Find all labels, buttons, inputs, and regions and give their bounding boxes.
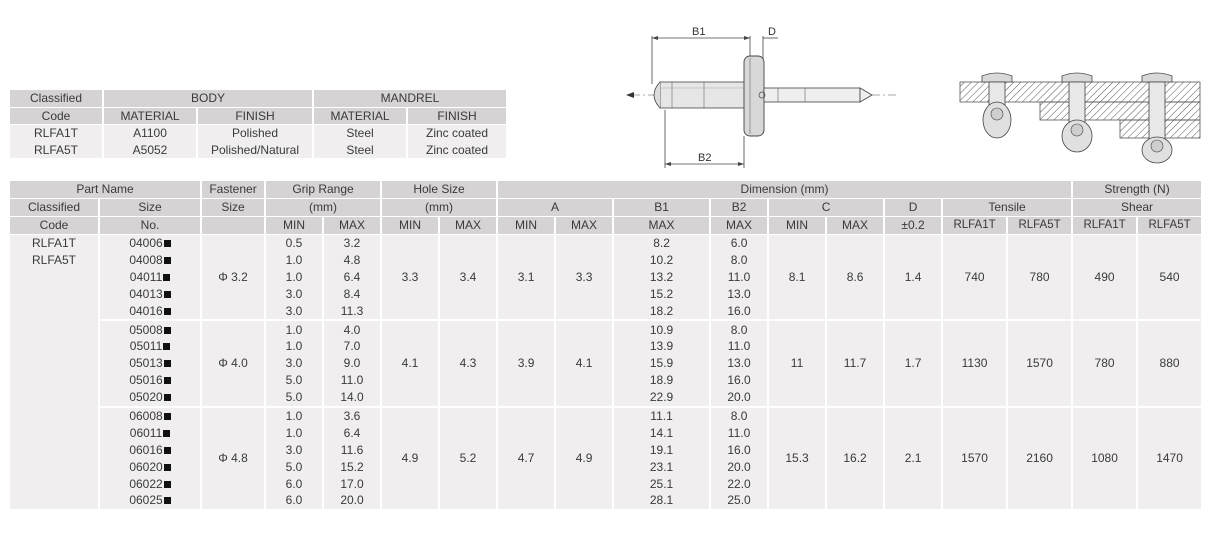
size-marker-icon bbox=[164, 308, 171, 315]
size-no: 05013 bbox=[129, 356, 163, 371]
b1-max: 19.1 bbox=[614, 441, 711, 458]
size-no-cell bbox=[100, 235, 202, 252]
size-no-cell bbox=[100, 338, 202, 355]
b2-label: B2 bbox=[698, 152, 712, 164]
grip-max: 20.0 bbox=[324, 492, 382, 509]
size-no-cell bbox=[100, 302, 202, 319]
size-no-cell bbox=[100, 372, 202, 389]
size-marker-icon bbox=[164, 377, 171, 384]
b1-max: 11.1 bbox=[614, 406, 711, 425]
fastener-header: Fastener bbox=[202, 181, 266, 199]
b2-max: 16.0 bbox=[711, 302, 769, 319]
grip-max: 11.0 bbox=[324, 372, 382, 389]
b2-max-header: MAX bbox=[711, 217, 769, 235]
a-header: A bbox=[498, 199, 614, 217]
tensile-rlfa5t: 1570 bbox=[1008, 319, 1073, 405]
size-no: 06008 bbox=[129, 409, 163, 424]
grip-min: 5.0 bbox=[266, 372, 324, 389]
size-marker-icon bbox=[164, 447, 171, 454]
code-header: Code bbox=[10, 217, 100, 235]
b1-max: 8.2 bbox=[614, 235, 711, 252]
classified-header: Classified bbox=[10, 90, 104, 108]
grip-max: 8.4 bbox=[324, 285, 382, 302]
c-max: 8.6 bbox=[827, 235, 885, 319]
body-header: BODY bbox=[104, 90, 314, 108]
spec-row bbox=[10, 125, 508, 142]
grip-min: 1.0 bbox=[266, 338, 324, 355]
shear-rlfa1t: 490 bbox=[1073, 235, 1138, 319]
a-max: 3.3 bbox=[556, 235, 614, 319]
size-header: Size bbox=[100, 199, 202, 217]
c-max-header: MAX bbox=[827, 217, 885, 235]
size-no: 06016 bbox=[129, 442, 163, 457]
a-min: 4.7 bbox=[498, 406, 556, 509]
grip-min: 6.0 bbox=[266, 475, 324, 492]
spec-mandrel-finish: Zinc coated bbox=[408, 125, 508, 142]
hole-max: 3.4 bbox=[440, 235, 498, 319]
tensile-rlfa5t: 2160 bbox=[1008, 406, 1073, 509]
shear-rlfa5t-header: RLFA5T bbox=[1138, 217, 1203, 235]
rivet-dimension-table bbox=[10, 181, 1203, 509]
dimension-table-body bbox=[10, 235, 1203, 509]
b1-max: 25.1 bbox=[614, 475, 711, 492]
hole-unit-header: (mm) bbox=[382, 199, 498, 217]
b1-max: 13.2 bbox=[614, 268, 711, 285]
grip-max: 6.4 bbox=[324, 268, 382, 285]
size-no-cell bbox=[100, 441, 202, 458]
a-max-header: MAX bbox=[556, 217, 614, 235]
grip-max: 11.3 bbox=[324, 302, 382, 319]
b1-label: B1 bbox=[692, 26, 706, 38]
spec-body-material: A5052 bbox=[104, 142, 198, 159]
tensile-rlfa1t: 740 bbox=[943, 235, 1008, 319]
classified-code-cell bbox=[10, 235, 100, 509]
table-row bbox=[10, 235, 1203, 252]
shear-header: Shear bbox=[1073, 199, 1203, 217]
b2-max: 11.0 bbox=[711, 424, 769, 441]
classified-header: Classified bbox=[10, 199, 100, 217]
b1-header: B1 bbox=[614, 199, 711, 217]
a-max: 4.9 bbox=[556, 406, 614, 509]
size-no: 05008 bbox=[129, 322, 163, 337]
c-min: 15.3 bbox=[769, 406, 827, 509]
shear-rlfa1t: 780 bbox=[1073, 319, 1138, 405]
size-marker-icon bbox=[163, 274, 170, 281]
mandrel-header: MANDREL bbox=[314, 90, 508, 108]
size-no: 05016 bbox=[129, 373, 163, 388]
b2-max: 16.0 bbox=[711, 372, 769, 389]
spec-body-material: A1100 bbox=[104, 125, 198, 142]
b2-max: 16.0 bbox=[711, 441, 769, 458]
grip-min: 3.0 bbox=[266, 302, 324, 319]
hole-min: 4.1 bbox=[382, 319, 440, 405]
grip-min: 3.0 bbox=[266, 285, 324, 302]
size-no: 06020 bbox=[129, 459, 163, 474]
a-min: 3.1 bbox=[498, 235, 556, 319]
grip-min: 1.0 bbox=[266, 406, 324, 425]
size-marker-icon bbox=[164, 327, 171, 334]
tensile-rlfa5t-header: RLFA5T bbox=[1008, 217, 1073, 235]
size-no: 04011 bbox=[129, 269, 163, 284]
fastener-size: Φ 3.2 bbox=[202, 235, 266, 319]
dimension-header: Dimension (mm) bbox=[498, 181, 1073, 199]
body-material-header: MATERIAL bbox=[104, 108, 198, 126]
grip-max: 4.8 bbox=[324, 252, 382, 269]
fastener-size: Φ 4.0 bbox=[202, 319, 266, 405]
b1-max: 28.1 bbox=[614, 492, 711, 509]
grip-min: 3.0 bbox=[266, 441, 324, 458]
size-no: 06011 bbox=[129, 425, 163, 440]
b1-max: 22.9 bbox=[614, 389, 711, 406]
b2-max: 13.0 bbox=[711, 285, 769, 302]
grip-max: 3.6 bbox=[324, 406, 382, 425]
spec-mandrel-finish: Zinc coated bbox=[408, 142, 508, 159]
no-header: No. bbox=[100, 217, 202, 235]
spec-code: RLFA5T bbox=[10, 142, 104, 159]
grip-min: 1.0 bbox=[266, 424, 324, 441]
grip-max-header: MAX bbox=[324, 217, 382, 235]
c-min: 8.1 bbox=[769, 235, 827, 319]
size-marker-icon bbox=[164, 464, 171, 471]
fastener-size-header: Size bbox=[202, 199, 266, 217]
size-marker-icon bbox=[164, 497, 171, 504]
c-min: 11 bbox=[769, 319, 827, 405]
tensile-rlfa1t: 1130 bbox=[943, 319, 1008, 405]
size-no-cell bbox=[100, 319, 202, 338]
c-max: 11.7 bbox=[827, 319, 885, 405]
size-no-cell bbox=[100, 458, 202, 475]
c-min-header: MIN bbox=[769, 217, 827, 235]
d-value: 2.1 bbox=[885, 406, 943, 509]
size-no-cell bbox=[100, 492, 202, 509]
grip-min: 1.0 bbox=[266, 319, 324, 338]
c-max: 16.2 bbox=[827, 406, 885, 509]
size-no-cell bbox=[100, 424, 202, 441]
size-no-cell bbox=[100, 389, 202, 406]
size-marker-icon bbox=[164, 481, 171, 488]
b2-max: 20.0 bbox=[711, 389, 769, 406]
size-marker-icon bbox=[163, 343, 170, 350]
c-header: C bbox=[769, 199, 885, 217]
fastener-blank-header bbox=[202, 217, 266, 235]
spec-mandrel-material: Steel bbox=[314, 125, 408, 142]
b1-max: 15.2 bbox=[614, 285, 711, 302]
b2-max: 13.0 bbox=[711, 355, 769, 372]
tensile-rlfa1t: 1570 bbox=[943, 406, 1008, 509]
size-no: 04016 bbox=[129, 303, 163, 318]
d-header: D bbox=[885, 199, 943, 217]
fastener-size: Φ 4.8 bbox=[202, 406, 266, 509]
grip-max: 15.2 bbox=[324, 458, 382, 475]
rivet-dimension-diagram bbox=[620, 22, 910, 172]
b1-max: 15.9 bbox=[614, 355, 711, 372]
hole-min: 4.9 bbox=[382, 406, 440, 509]
b2-max: 8.0 bbox=[711, 319, 769, 338]
mandrel-material-header: MATERIAL bbox=[314, 108, 408, 126]
b1-max: 18.9 bbox=[614, 372, 711, 389]
d-tolerance-header: ±0.2 bbox=[885, 217, 943, 235]
grip-min: 3.0 bbox=[266, 355, 324, 372]
size-no: 06025 bbox=[129, 493, 163, 508]
b1-max-header: MAX bbox=[614, 217, 711, 235]
b2-header: B2 bbox=[711, 199, 769, 217]
spec-row bbox=[10, 142, 508, 159]
body-finish-header: FINISH bbox=[198, 108, 314, 126]
size-no-cell bbox=[100, 252, 202, 269]
grip-max: 9.0 bbox=[324, 355, 382, 372]
size-no-cell bbox=[100, 475, 202, 492]
shear-rlfa1t-header: RLFA1T bbox=[1073, 217, 1138, 235]
grip-max: 3.2 bbox=[324, 235, 382, 252]
size-no-cell bbox=[100, 355, 202, 372]
spec-body-finish: Polished bbox=[198, 125, 314, 142]
grip-range-header: Grip Range bbox=[266, 181, 382, 199]
hole-size-header: Hole Size bbox=[382, 181, 498, 199]
shear-rlfa5t: 540 bbox=[1138, 235, 1203, 319]
grip-max: 7.0 bbox=[324, 338, 382, 355]
mandrel-finish-header: FINISH bbox=[408, 108, 508, 126]
a-min-header: MIN bbox=[498, 217, 556, 235]
grip-max: 4.0 bbox=[324, 319, 382, 338]
shear-rlfa5t: 1470 bbox=[1138, 406, 1203, 509]
tensile-rlfa1t-header: RLFA1T bbox=[943, 217, 1008, 235]
size-marker-icon bbox=[164, 360, 171, 367]
size-marker-icon bbox=[164, 257, 171, 264]
code-header: Code bbox=[10, 108, 104, 126]
grip-min: 6.0 bbox=[266, 492, 324, 509]
size-marker-icon bbox=[164, 394, 171, 401]
hole-max-header: MAX bbox=[440, 217, 498, 235]
d-value: 1.4 bbox=[885, 235, 943, 319]
size-marker-icon bbox=[164, 413, 171, 420]
b2-max: 8.0 bbox=[711, 252, 769, 269]
a-min: 3.9 bbox=[498, 319, 556, 405]
size-marker-icon bbox=[163, 430, 170, 437]
d-label: D bbox=[768, 26, 776, 38]
shear-rlfa5t: 880 bbox=[1138, 319, 1203, 405]
size-no: 04008 bbox=[129, 253, 163, 267]
b2-max: 25.0 bbox=[711, 492, 769, 509]
b2-max: 20.0 bbox=[711, 458, 769, 475]
a-max: 4.1 bbox=[556, 319, 614, 405]
size-no-cell bbox=[100, 406, 202, 425]
b1-max: 23.1 bbox=[614, 458, 711, 475]
size-no: 04006 bbox=[129, 236, 163, 251]
b1-max: 18.2 bbox=[614, 302, 711, 319]
grip-min: 1.0 bbox=[266, 268, 324, 285]
b2-max: 22.0 bbox=[711, 475, 769, 492]
material-spec-table bbox=[10, 90, 508, 158]
tensile-rlfa5t: 780 bbox=[1008, 235, 1073, 319]
size-marker-icon bbox=[164, 291, 171, 298]
size-no: 04013 bbox=[129, 286, 163, 301]
grip-max: 11.6 bbox=[324, 441, 382, 458]
hole-max: 5.2 bbox=[440, 406, 498, 509]
b2-max: 6.0 bbox=[711, 235, 769, 252]
grip-max: 6.4 bbox=[324, 424, 382, 441]
b2-max: 8.0 bbox=[711, 406, 769, 425]
grip-min: 1.0 bbox=[266, 252, 324, 269]
size-no: 05011 bbox=[129, 339, 163, 354]
b1-max: 10.2 bbox=[614, 252, 711, 269]
rivet-installation-diagram bbox=[960, 72, 1205, 167]
grip-min-header: MIN bbox=[266, 217, 324, 235]
part-name-header: Part Name bbox=[10, 181, 202, 199]
b1-max: 10.9 bbox=[614, 319, 711, 338]
size-marker-icon bbox=[164, 240, 171, 247]
hole-max: 4.3 bbox=[440, 319, 498, 405]
grip-unit-header: (mm) bbox=[266, 199, 382, 217]
grip-max: 17.0 bbox=[324, 475, 382, 492]
size-no: 05020 bbox=[129, 390, 163, 405]
size-no-cell bbox=[100, 268, 202, 285]
grip-min: 0.5 bbox=[266, 235, 324, 252]
size-no: 06022 bbox=[129, 476, 163, 491]
table-row bbox=[10, 319, 1203, 338]
spec-body-finish: Polished/Natural bbox=[198, 142, 314, 159]
b1-max: 13.9 bbox=[614, 338, 711, 355]
classified-code: RLFA1T bbox=[32, 235, 77, 250]
shear-rlfa1t: 1080 bbox=[1073, 406, 1138, 509]
spec-mandrel-material: Steel bbox=[314, 142, 408, 159]
tensile-header: Tensile bbox=[943, 199, 1073, 217]
b2-max: 11.0 bbox=[711, 268, 769, 285]
grip-min: 5.0 bbox=[266, 389, 324, 406]
grip-min: 5.0 bbox=[266, 458, 324, 475]
table-row bbox=[10, 406, 1203, 425]
grip-max: 14.0 bbox=[324, 389, 382, 406]
d-value: 1.7 bbox=[885, 319, 943, 405]
spec-code: RLFA1T bbox=[10, 125, 104, 142]
classified-code: RLFA5T bbox=[32, 252, 77, 267]
size-no-cell bbox=[100, 285, 202, 302]
strength-header: Strength (N) bbox=[1073, 181, 1203, 199]
b1-max: 14.1 bbox=[614, 424, 711, 441]
hole-min: 3.3 bbox=[382, 235, 440, 319]
hole-min-header: MIN bbox=[382, 217, 440, 235]
b2-max: 11.0 bbox=[711, 338, 769, 355]
